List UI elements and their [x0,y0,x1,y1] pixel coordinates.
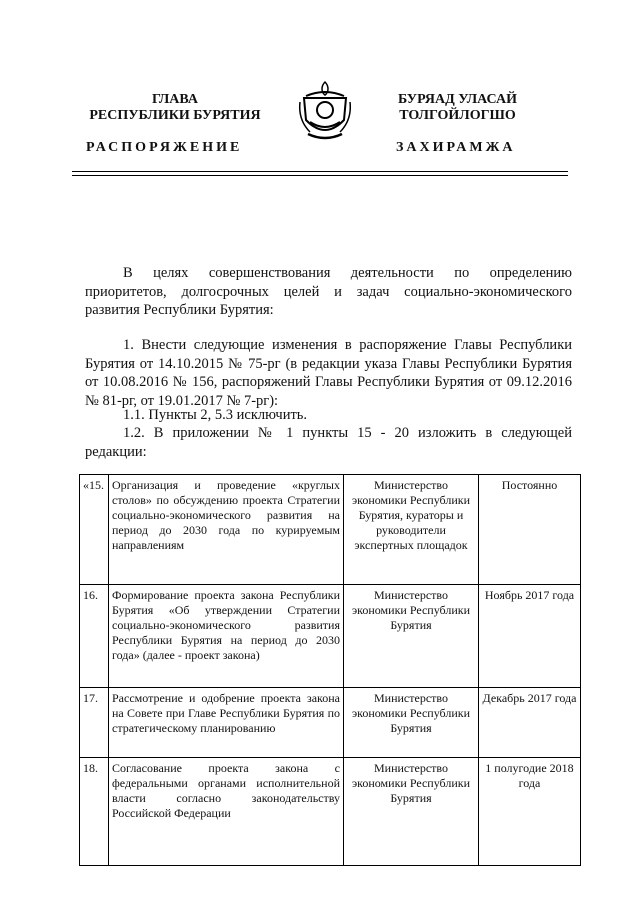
row-number: «15. [80,475,109,585]
item1-2-text: 1.2. В приложении № 1 пункты 15 - 20 изложить в следующей редакции: [85,425,572,460]
header-left-line2: РЕСПУБЛИКИ БУРЯТИЯ [89,108,261,123]
intro-paragraph [85,264,572,320]
doc-type-left: РАСПОРЯЖЕНИЕ [86,140,243,155]
row-number: 16. [80,585,109,688]
row-action: Организация и проведение «круглых столов» по обсуждению проекта Стратегии социально-экономического развития на период до 2030 года по курируемым направлениям [109,475,344,585]
intro-text: В целях совершенствования деятельности по определению приоритетов, долгосрочных целей и задач социально-экономического развития Республики Бурятия: [85,265,572,318]
table-row [80,758,581,866]
plan-table [79,474,581,866]
table-row [80,475,581,585]
row-responsible: Министерство экономики Республики Бурятия [344,688,479,758]
row-term: Декабрь 2017 года [479,688,581,758]
row-number: 17. [80,688,109,758]
row-number: 18. [80,758,109,866]
row-action: Рассмотрение и одобрение проекта закона на Совете при Главе Республики Бурятия по стратегическому планированию [109,688,344,758]
item1-paragraph [85,336,572,410]
row-responsible: Министерство экономики Республики Бурятия, кураторы и руководители экспертных площадок [344,475,479,585]
row-responsible: Министерство экономики Республики Бурятия [344,585,479,688]
item1-1-paragraph [85,406,572,425]
table-row [80,688,581,758]
header-left-line1: ГЛАВА [152,92,198,107]
header-right-line2: ТОЛГОЙЛОГШО [399,108,516,123]
header-left [70,92,280,124]
doc-type-right: ЗАХИРАМЖА [396,140,516,155]
row-responsible: Министерство экономики Республики Бурятия [344,758,479,866]
header-right [350,92,565,124]
row-term: Ноябрь 2017 года [479,585,581,688]
item1-2-paragraph [85,424,572,461]
coat-of-arms-emblem-icon [296,80,354,144]
row-term: Постоянно [479,475,581,585]
item1-text: 1. Внести следующие изменения в распоряжение Главы Республики Бурятия от 14.10.2015 № 75-рг (в редакции указа Главы Республики Бурятия от 10.08.2016 № 156, распоряжений Главы Республики Бурятия от 09.12.2016 № 81-рг, от 19.01.2017 № 7-рг): [85,337,572,409]
row-action: Формирование проекта закона Республики Бурятия «Об утверждении Стратегии социально-экономического развития Республики Бурятия на период до 2030 года» (далее - проект закона) [109,585,344,688]
row-term: 1 полугодие 2018 года [479,758,581,866]
item1-1-text: 1.1. Пункты 2, 5.3 исключить. [123,407,308,423]
header-right-line1: БУРЯАД УЛАСАЙ [398,92,517,107]
table-row [80,585,581,688]
row-action: Согласование проекта закона с федеральными органами исполнительной власти согласно законодательству Российской Федерации [109,758,344,866]
header-divider [72,171,568,176]
